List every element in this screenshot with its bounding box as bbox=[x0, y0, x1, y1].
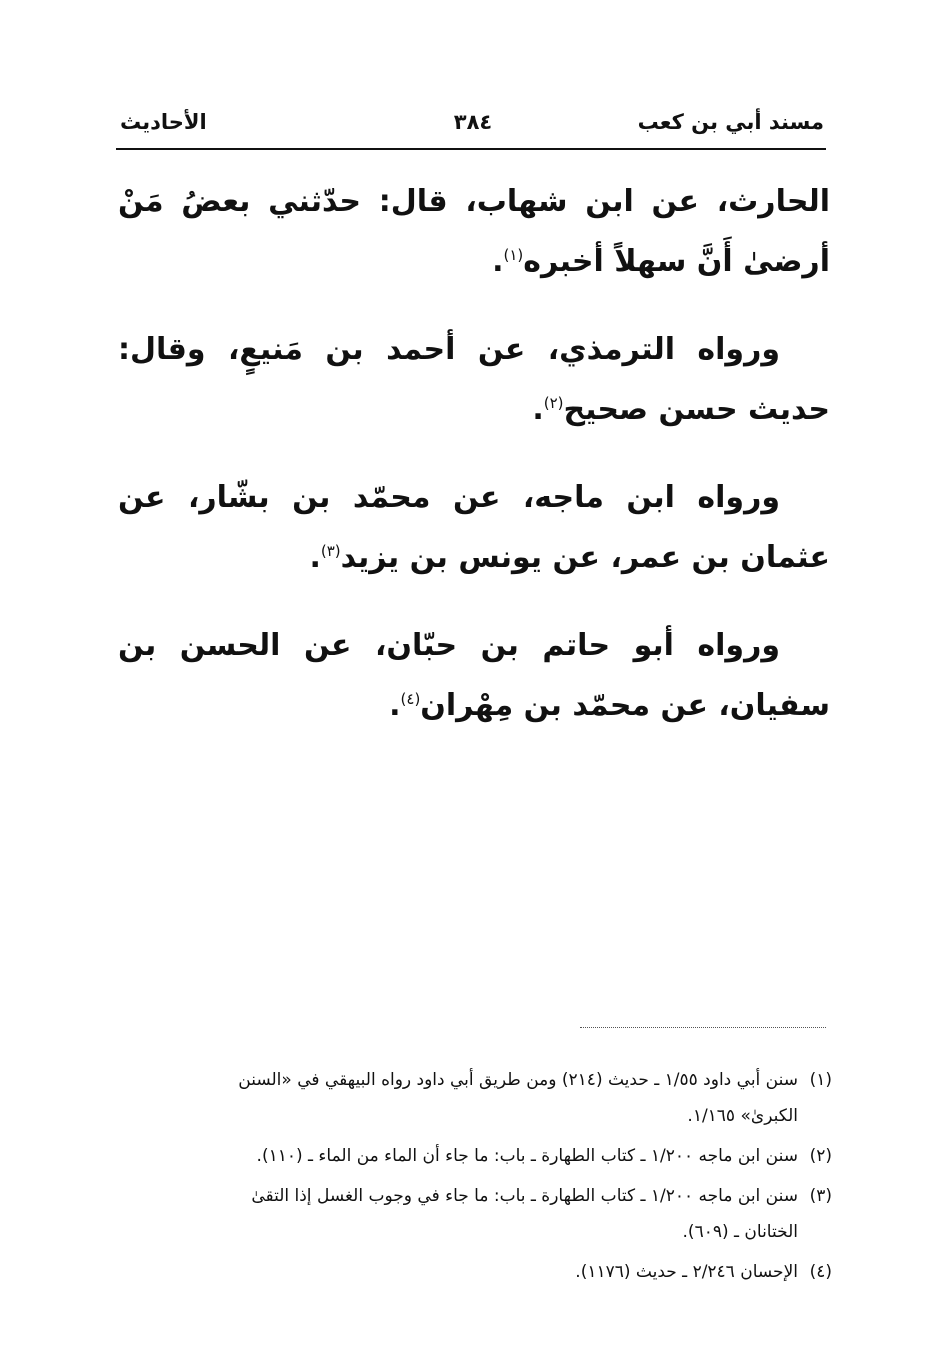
paragraph-4: ورواه أبو حاتم بن حبّان، عن الحسن بن سفيان، عن محمّد بن مِهْران$^{(٤)}$. bbox=[118, 628, 830, 723]
paragraph-3: ورواه ابن ماجه، عن محمّد بن بشّار، عن عثمان بن عمر، عن يونس بن يزيد$^{(٣)}$. bbox=[118, 480, 830, 575]
paragraph-2: ورواه الترمذي، عن أحمد بن مَنيعٍ، وقال: حديث حسن صحيح$^{(٢)}$. bbox=[118, 332, 830, 427]
page-number: ٣٨٤ bbox=[453, 110, 493, 134]
section-title: الأحاديث bbox=[120, 110, 207, 134]
footnote-ref-2: (٢) bbox=[543, 394, 564, 412]
footnote-2: (٢)سنن ابن ماجه ١/٢٠٠ ـ كتاب الطهارة ـ باب: ما جاء أن الماء من الماء ـ (١١٠). bbox=[256, 1146, 832, 1166]
footnote-separator bbox=[580, 1027, 826, 1028]
footnote-ref-3: (٣) bbox=[320, 542, 341, 560]
footnote-ref-4: (٤) bbox=[400, 690, 421, 708]
main-text bbox=[118, 172, 830, 764]
book-title: مسند أبي بن كعب bbox=[637, 110, 824, 134]
header-rule bbox=[116, 148, 826, 150]
footnote-3: (٣)سنن ابن ماجه ١/٢٠٠ ـ كتاب الطهارة ـ باب: ما جاء في وجوب الغسل إذا التقىٰ الختانان ـ (٦٠٩). bbox=[251, 1186, 832, 1242]
footnote-4: (٤)الإحسان ٢/٢٤٦ ـ حديث (١١٧٦). bbox=[575, 1262, 832, 1282]
footnotes bbox=[118, 1062, 832, 1294]
running-head bbox=[118, 110, 828, 146]
paragraph-1: الحارث، عن ابن شهاب، قال: حدّثني بعضُ مَنْ أرضىٰ أَنَّ سهلاً أخبره$^{(١)}$. bbox=[118, 184, 830, 279]
footnote-1: (١)سنن أبي داود ١/٥٥ ـ حديث (٢١٤) ومن طريق أبي داود رواه البيهقي في «السنن الكبرىٰ» ١/١٦٥. bbox=[238, 1070, 832, 1126]
footnote-ref-1: (١) bbox=[503, 246, 524, 264]
